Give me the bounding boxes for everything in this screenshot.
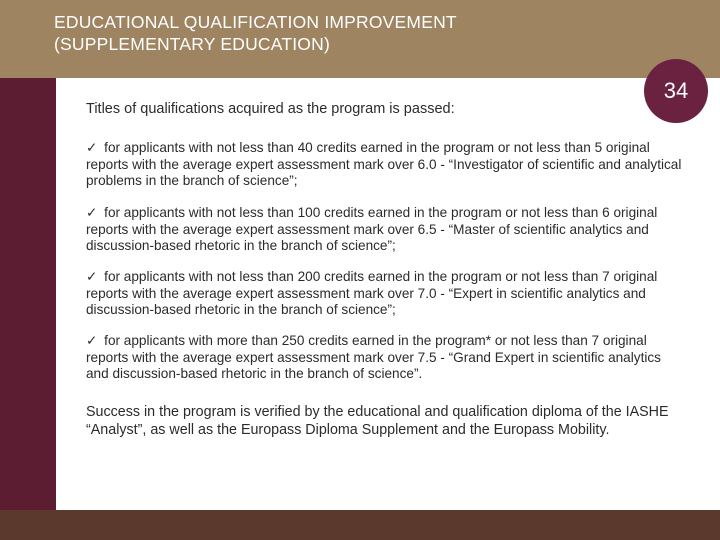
qualification-item-text: for applicants with not less than 40 credits earned in the program or not less than 5 original reports with the average expert assessment mark over 6.0 - “Investigator of scientific and analytical problems in the branch of science”; — [86, 140, 682, 188]
page-number-badge: 34 — [644, 59, 708, 123]
qualification-item-text: for applicants with more than 250 credits earned in the program* or not less than 7 original reports with the average expert assessment mark over 7.5 - “Grand Expert in scientific analytics and discussion-based rhetoric in the branch of science”. — [86, 333, 661, 381]
qualification-item — [86, 140, 686, 190]
slide-title: EDUCATIONAL QUALIFICATION IMPROVEMENT (SUPPLEMENTARY EDUCATION) — [54, 12, 457, 54]
header-bar — [0, 0, 720, 78]
qualification-item — [86, 333, 686, 383]
qualification-item-text: for applicants with not less than 100 credits earned in the program or not less than 6 original reports with the average expert assessment mark over 6.5 - “Master of scientific analytics and discussion-based rhetoric in the branch of science”; — [86, 205, 658, 253]
checkmark-icon: ✓ — [86, 140, 98, 155]
checkmark-icon: ✓ — [86, 333, 98, 348]
closing-paragraph: Success in the program is verified by the educational and qualification diploma of the IASHE “Analyst”, as well as the Europass Diploma Supplement and the Europass Mobility. — [86, 404, 669, 438]
left-accent-band — [0, 78, 56, 510]
checkmark-icon: ✓ — [86, 269, 98, 284]
qualification-item-text: for applicants with not less than 200 credits earned in the program or not less than 7 original reports with the average expert assessment mark over 7.0 - “Expert in scientific analytics and discussion-based rhetoric in the branch of science”; — [86, 269, 658, 317]
qualification-item — [86, 269, 686, 319]
intro-text: Titles of qualifications acquired as the program is passed: — [86, 101, 455, 117]
qualification-item — [86, 205, 686, 255]
footer-band — [0, 510, 720, 540]
checkmark-icon: ✓ — [86, 205, 98, 220]
